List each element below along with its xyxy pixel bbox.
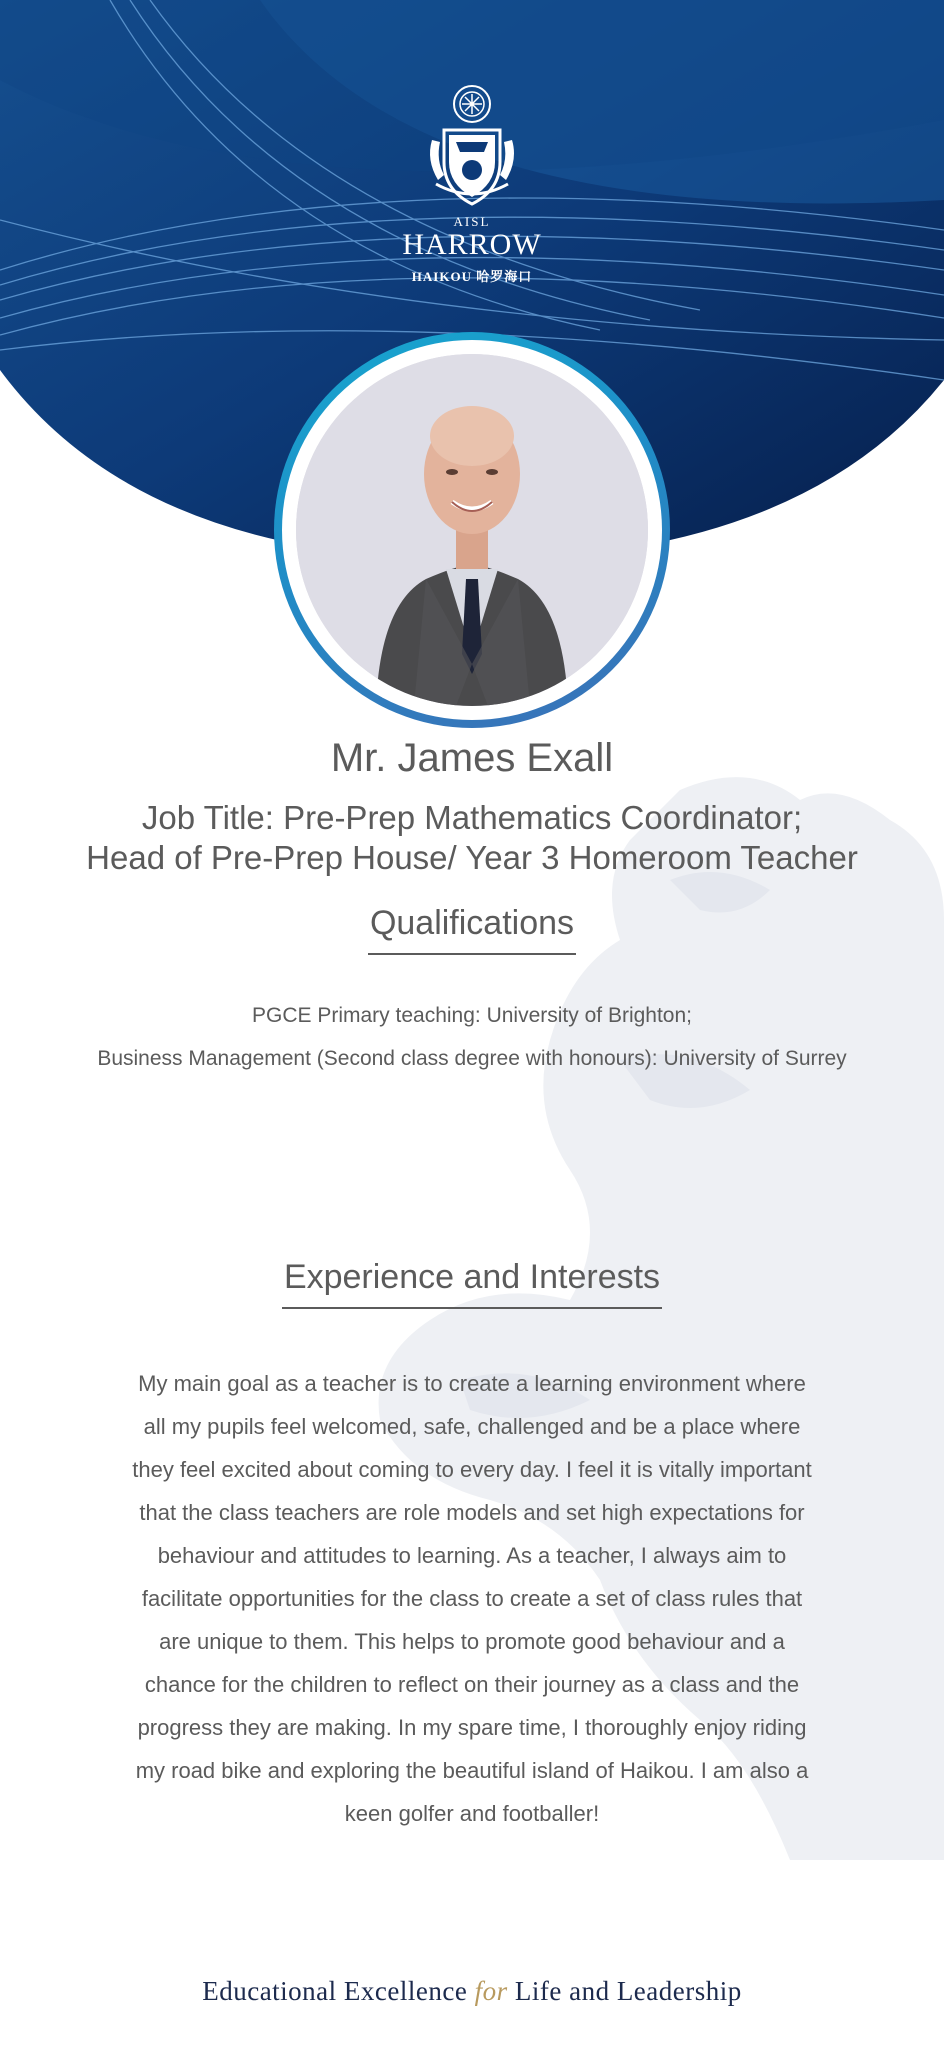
qualifications-list <box>0 994 944 1080</box>
qualification-item: Business Management (Second class degree with honours): University of Surrey <box>97 1047 847 1070</box>
teacher-name: Mr. James Exall <box>330 736 614 780</box>
school-logo <box>402 80 542 290</box>
job-title-line-1: Job Title: Pre-Prep Mathematics Coordinator; <box>141 799 803 836</box>
tagline-part-2: Life and Leadership <box>514 1976 742 2006</box>
footer-tagline <box>0 1976 944 2007</box>
job-title-line-2: Head of Pre-Prep House/ Year 3 Homeroom Teacher <box>86 839 858 876</box>
portrait-frame <box>274 332 670 728</box>
logo-harrow-text: HARROW <box>402 228 542 261</box>
teacher-photo <box>296 354 648 706</box>
qualification-item: PGCE Primary teaching: University of Brighton; <box>252 1004 692 1027</box>
logo-haikou-text: HAIKOU 哈罗海口 <box>411 269 533 284</box>
experience-paragraph: My main goal as a teacher is to create a learning environment where all my pupils feel welcomed, safe, challenged and be a place where they feel excited about coming to every day. I feel it is vitally important that the class teachers are role models and set high expectations for behaviour and attitudes to learning. As a teacher, I always aim to facilitate opportunities for the class to create a set of class rules that are unique to them. This helps to promote good behaviour and a chance for the children to reflect on their journey as a class and the progress they are making. In my spare time, I thoroughly enjoy riding my road bike and exploring the beautiful island of Haikou. I am also a keen golfer and footballer! <box>132 1371 812 1826</box>
crest-icon <box>422 80 522 210</box>
qualifications-heading: Qualifications <box>0 904 944 955</box>
job-title <box>0 798 944 878</box>
tagline-part-1: Educational Excellence <box>202 1976 468 2006</box>
logo-aisl-text: AISL <box>453 214 491 229</box>
experience-heading: Experience and Interests <box>0 1258 944 1309</box>
tagline-for: for <box>474 1976 508 2006</box>
